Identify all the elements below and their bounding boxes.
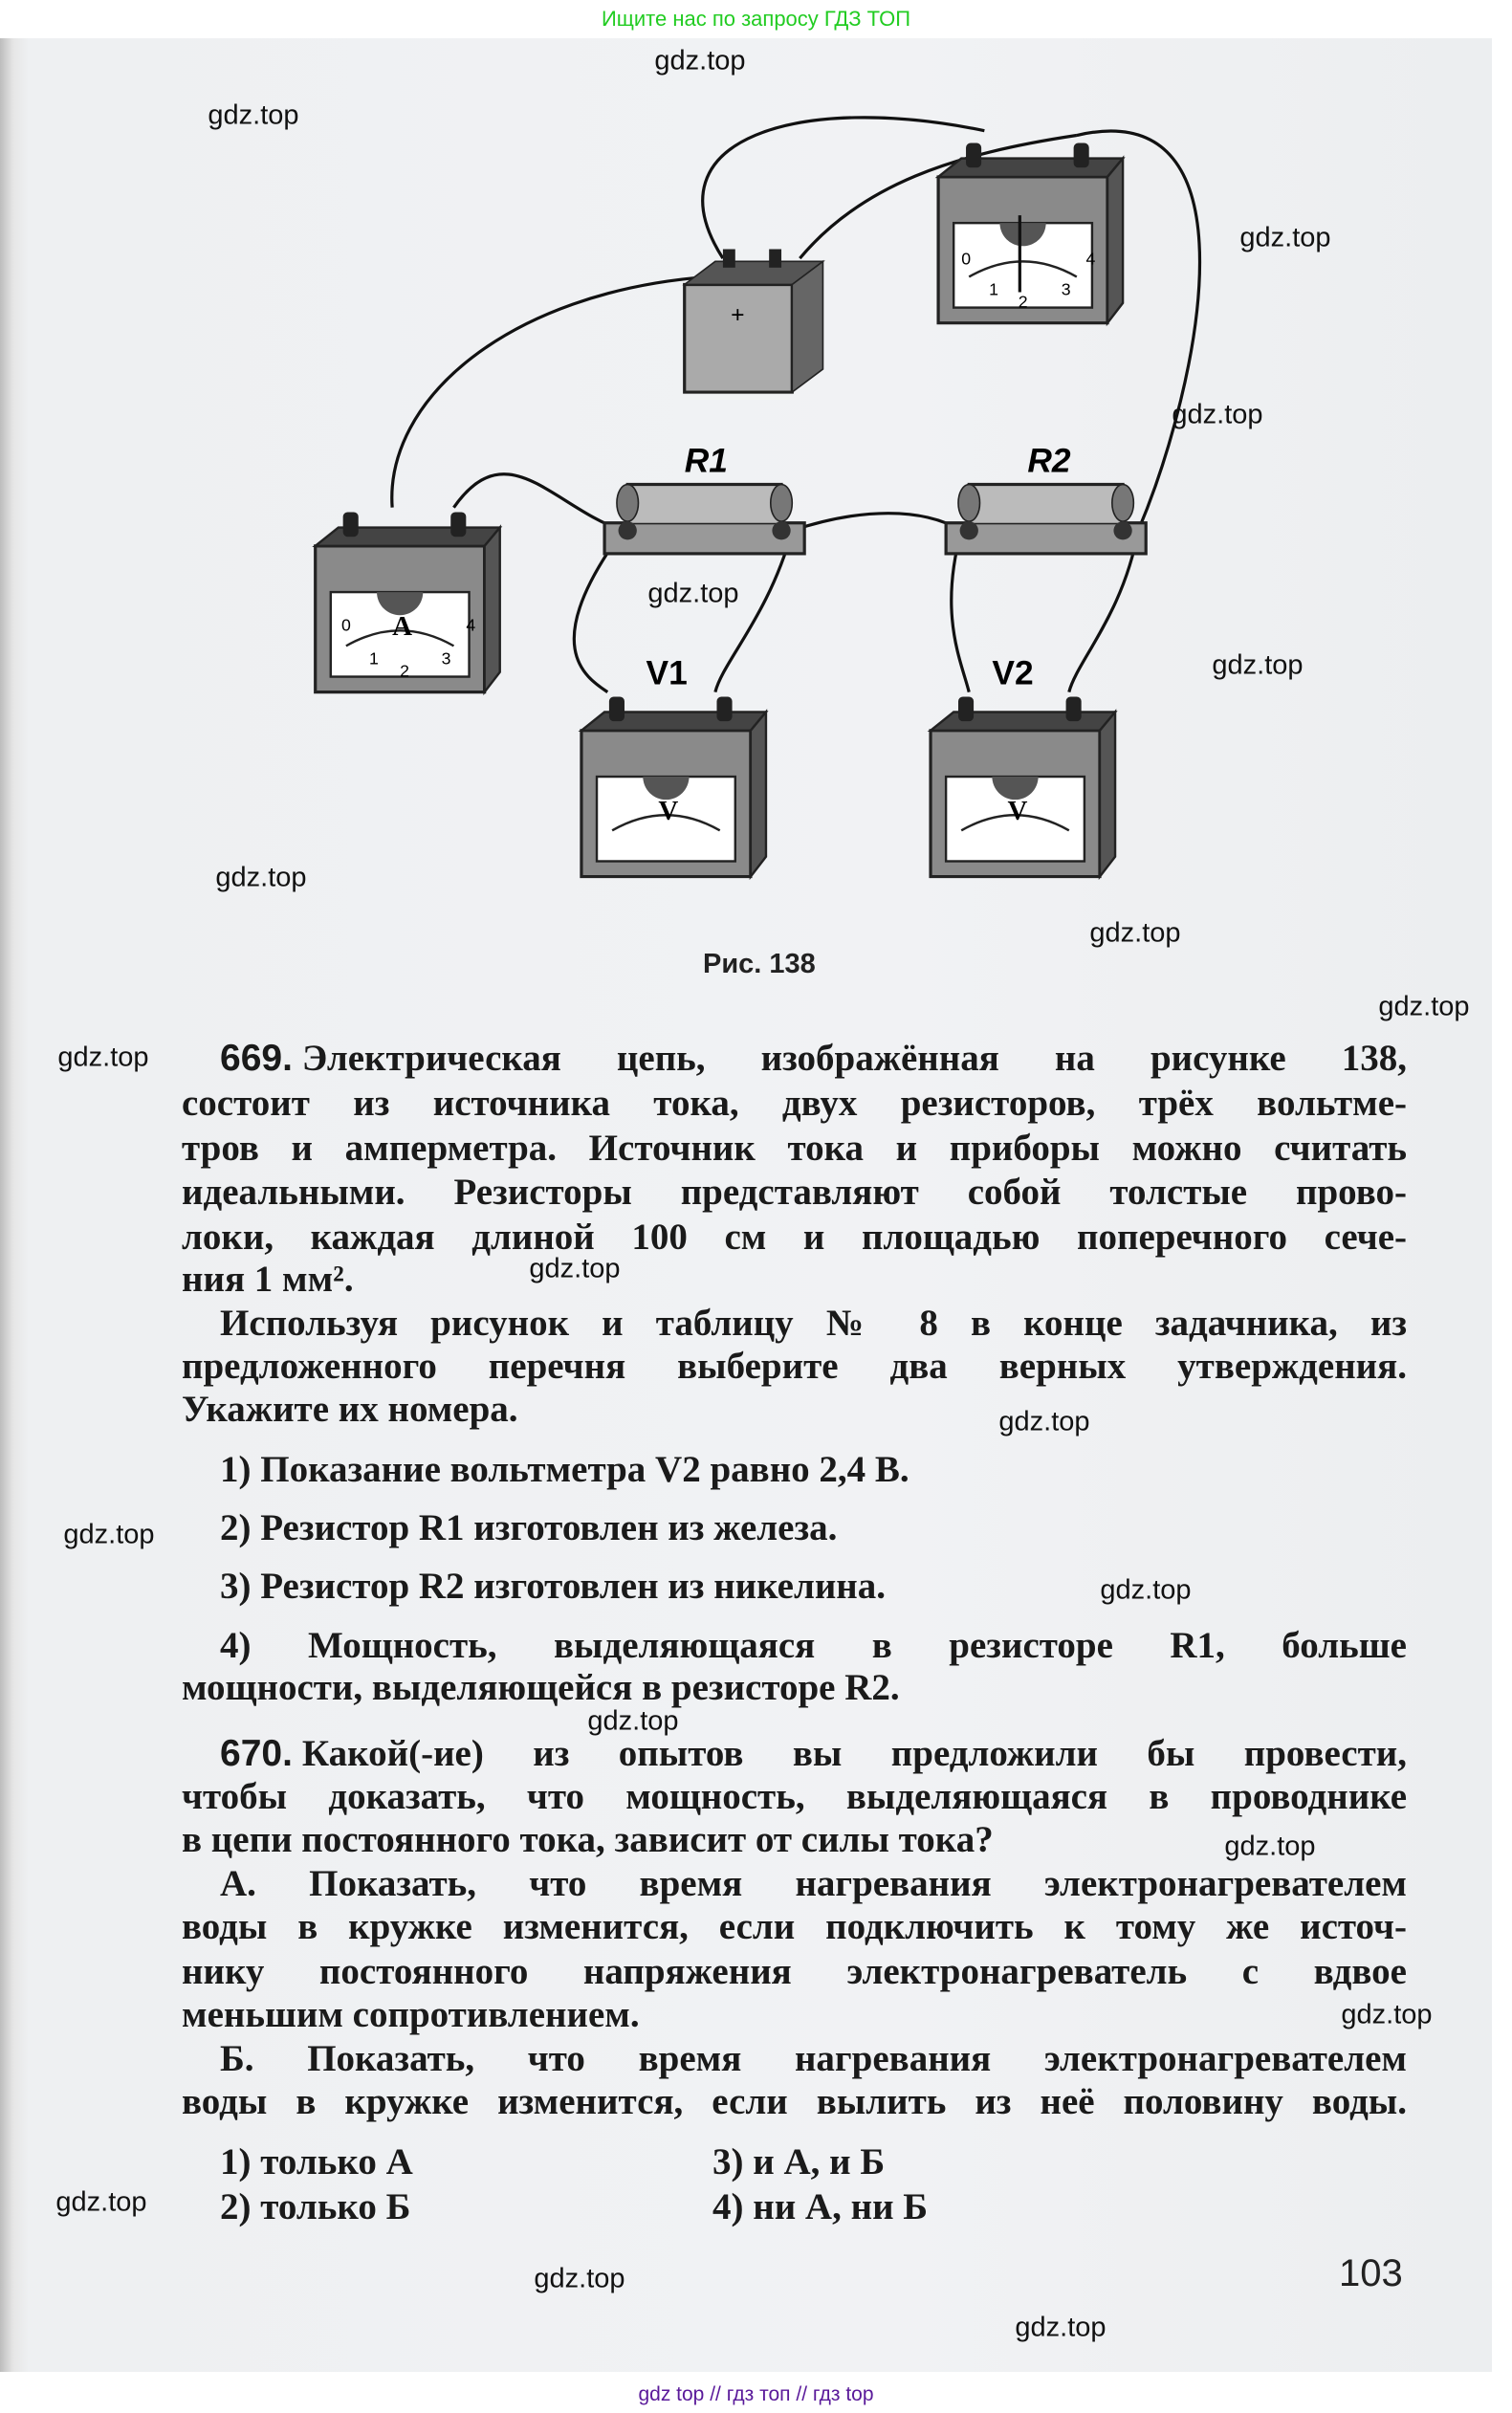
watermark-text: gdz.top (1224, 1831, 1316, 1862)
line-text: 1) Показание вольтметра V2 равно 2,4 В. (220, 1449, 909, 1490)
line-text: ния 1 мм². (182, 1259, 354, 1300)
watermark-text: gdz.top (1172, 399, 1263, 430)
watermark-text: gdz.top (1378, 991, 1470, 1022)
watermark-text: gdz.top (215, 862, 307, 893)
text-line (182, 2080, 1407, 2124)
svg-text:3: 3 (441, 648, 451, 669)
line-text: Б. Показать, что время нагревания электронагревателем (220, 2038, 1407, 2079)
text-line (182, 1993, 1407, 2037)
page-number: 103 (1339, 2252, 1403, 2294)
figure-caption: Рис. 138 (703, 949, 816, 979)
svg-text:1: 1 (989, 279, 999, 299)
line-text: воды в кружке изменится, если вылить из неё половину воды. (182, 2081, 1407, 2122)
battery (685, 250, 823, 393)
watermark-text: gdz.top (998, 1406, 1090, 1437)
watermark-text: gdz.top (1100, 1574, 1192, 1606)
text-line (182, 1127, 1407, 1171)
line-text: тров и амперметра. Источник тока и приборы можно считать (182, 1128, 1407, 1169)
text-line (182, 1345, 1407, 1389)
line-text: предложенного перечня выберите два верных утверждения. (182, 1346, 1407, 1387)
watermark-text: gdz.top (208, 99, 299, 131)
text-line (220, 1302, 1407, 1346)
line-text: чтобы доказать, что мощность, выделяющаяся в проводнике (182, 1776, 1407, 1817)
v1-dial-label: V (658, 796, 679, 827)
watermark-text: gdz.top (57, 1042, 149, 1073)
line-text: идеальными. Резисторы представляют собой толстые прово- (182, 1172, 1407, 1213)
text-line (182, 1258, 1407, 1302)
footer-banner[interactable]: gdz top // гдз топ // гдз top (638, 2383, 874, 2405)
line-text: А. Показать, что время нагревания электронагревателем (220, 1863, 1407, 1904)
watermark-text: gdz.top (587, 1705, 679, 1737)
r2-label: R2 (1027, 442, 1071, 480)
text-line (182, 1775, 1407, 1819)
line-text: Укажите их номера. (182, 1389, 518, 1430)
watermark-text: gdz.top (529, 1253, 621, 1284)
svg-text:4: 4 (1085, 249, 1096, 269)
text-line (182, 1388, 1407, 1432)
answer-option: 1) только А (220, 2141, 413, 2183)
text-line (182, 1950, 1407, 1994)
line-text: 3) Резистор R2 изготовлен из никелина. (220, 1566, 887, 1607)
watermark-text: gdz.top (1239, 222, 1331, 253)
watermark-text: gdz.top (1341, 1999, 1433, 2030)
v2-label: V2 (992, 654, 1034, 692)
watermark-text: gdz.top (647, 578, 739, 609)
watermark-text: gdz.top (1089, 917, 1181, 949)
r1-label: R1 (684, 442, 728, 480)
line-text: в цепи постоянного тока, зависит от силы тока? (182, 1819, 994, 1860)
text-line (220, 1037, 1407, 1081)
line-text: воды в кружке изменится, если подключить к тому же источ- (182, 1906, 1407, 1947)
problem-number: 670. (220, 1733, 293, 1774)
top-meter (938, 143, 1123, 323)
voltmeter-v2 (931, 696, 1115, 876)
text-line (182, 1171, 1407, 1215)
svg-text:0: 0 (961, 249, 972, 269)
svg-text:2: 2 (1018, 292, 1028, 312)
line-text: Используя рисунок и таблицу № 8 в конце задачника, из (220, 1303, 1407, 1344)
line-text: мощности, выделяющейся в резисторе R2. (182, 1667, 900, 1708)
svg-text:1: 1 (369, 648, 379, 669)
svg-text:3: 3 (1061, 279, 1071, 299)
battery-plus-label: + (730, 300, 745, 329)
text-line (220, 1732, 1407, 1776)
line-text: 2) Резистор R1 изготовлен из железа. (220, 1507, 838, 1548)
watermark-text: gdz.top (63, 1519, 155, 1550)
answer-option: 3) и А, и Б (712, 2141, 886, 2183)
svg-text:4: 4 (466, 615, 476, 635)
text-line (182, 1905, 1407, 1949)
answer-option-line (220, 1565, 1407, 1609)
line-text: локи, каждая длиной 100 см и площадью поперечного сече- (182, 1217, 1407, 1258)
line-text: нику постоянного напряжения электронагреватель с вдвое (182, 1951, 1407, 1992)
answer-option-line (220, 1448, 1407, 1492)
line-text: меньшим сопротивлением. (182, 1994, 640, 2035)
line-text: 4) Мощность, выделяющаяся в резисторе R1, больше (220, 1625, 1407, 1666)
svg-text:2: 2 (400, 661, 410, 681)
line-text: Электрическая цепь, изображённая на рисунке 138, (301, 1038, 1407, 1079)
text-line (182, 1818, 1407, 1862)
answer-option: 2) только Б (220, 2186, 411, 2227)
text-line (220, 2037, 1407, 2081)
resistor-r1 (604, 485, 804, 554)
text-line (182, 1082, 1407, 1126)
watermark-text: gdz.top (654, 45, 746, 77)
watermark-text: gdz.top (1212, 649, 1304, 681)
resistor-r2 (946, 485, 1146, 554)
answer-option-line (182, 1666, 1407, 1710)
search-banner[interactable]: Ищите нас по запросу ГДЗ ТОП (601, 7, 911, 31)
answer-option: 4) ни А, ни Б (712, 2186, 929, 2227)
voltmeter-v1 (581, 696, 766, 876)
watermark-text: gdz.top (1015, 2312, 1107, 2343)
text-line (220, 1862, 1407, 1906)
v1-label: V1 (646, 654, 688, 692)
line-text: Какой(-ие) из опытов вы предложили бы провести, (301, 1733, 1407, 1774)
problem-number: 669. (220, 1038, 293, 1079)
answer-option-line (220, 1624, 1407, 1668)
svg-text:0: 0 (341, 615, 351, 635)
text-line (182, 1216, 1407, 1260)
ammeter-label: A (392, 611, 413, 643)
answer-option-line (220, 1506, 1407, 1550)
watermark-text: gdz.top (55, 2186, 147, 2218)
line-text: состоит из источника тока, двух резисторов, трёх вольтме- (182, 1083, 1407, 1124)
v2-dial-label: V (1007, 796, 1028, 827)
watermark-text: gdz.top (534, 2263, 625, 2294)
